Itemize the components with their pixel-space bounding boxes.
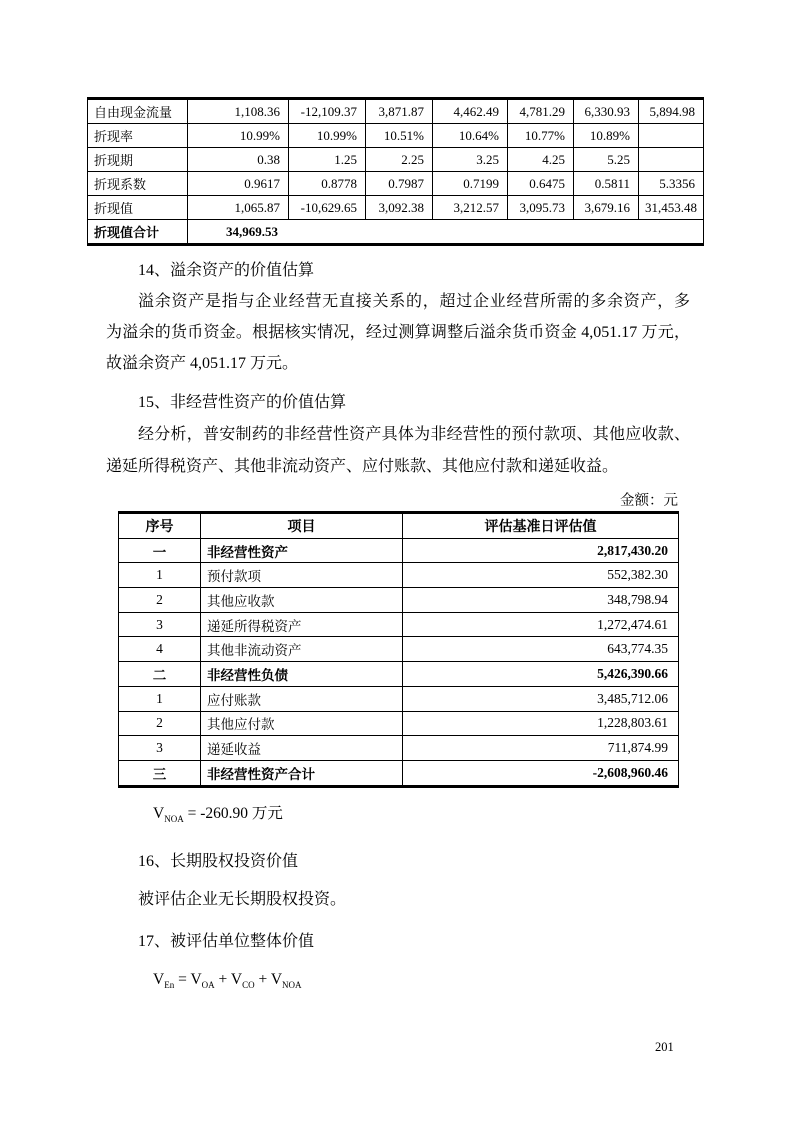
plus-sign: +	[218, 971, 228, 988]
no-cell: 3	[119, 736, 201, 761]
no-cell: 2	[119, 588, 201, 613]
no-cell: 4	[119, 637, 201, 662]
value-cell: 10.64%	[433, 124, 508, 148]
table-total-row	[119, 760, 679, 786]
row-label-cell: 折现系数	[88, 172, 188, 196]
table-row	[88, 196, 704, 220]
section-14-paragraph-line: 故溢余资产 4,051.17 万元。	[106, 355, 299, 372]
no-cell: 1	[119, 563, 201, 588]
non-operating-assets-table	[118, 511, 679, 788]
value-cell: 0.7199	[433, 172, 508, 196]
value-cell: 6,330.93	[574, 99, 639, 124]
section-14-heading: 14、溢余资产的价值估算	[138, 262, 315, 279]
formula-subscript: CO	[242, 980, 255, 991]
table-row	[119, 711, 679, 736]
value-cell: 1,272,474.61	[403, 612, 679, 637]
section-17-heading: 17、被评估单位整体价值	[138, 933, 315, 950]
value-cell: 10.51%	[366, 124, 433, 148]
value-cell: 3,092.38	[366, 196, 433, 220]
section-15-paragraph-line: 递延所得税资产、其他非流动资产、应付账款、其他应付款和递延收益。	[106, 458, 619, 475]
value-cell: 0.8778	[289, 172, 366, 196]
total-value-cell: 34,969.53	[188, 220, 704, 245]
row-label-cell: 自由现金流量	[88, 99, 188, 124]
item-cell: 非经营性负债	[201, 662, 403, 687]
total-label-cell: 折现值合计	[88, 220, 188, 245]
value-cell: 2.25	[366, 148, 433, 172]
formula-base: V	[190, 971, 202, 988]
value-cell: 1,108.36	[188, 99, 289, 124]
table-row	[119, 662, 679, 687]
section-16-heading: 16、长期股权投资价值	[138, 853, 299, 870]
formula-base: V	[230, 971, 243, 988]
item-cell: 应付账款	[201, 686, 403, 711]
table-row	[88, 148, 704, 172]
value-cell	[639, 124, 704, 148]
value-cell: 4.25	[508, 148, 574, 172]
row-label-cell: 折现期	[88, 148, 188, 172]
table-row	[119, 686, 679, 711]
value-cell: -12,109.37	[289, 99, 366, 124]
page-number: 201	[655, 1040, 674, 1054]
item-cell: 非经营性资产	[201, 538, 403, 563]
amount-unit-note: 金额：元	[620, 493, 678, 509]
formula-vnoa	[153, 801, 283, 823]
no-cell: 一	[119, 538, 201, 563]
value-cell: 0.9617	[188, 172, 289, 196]
value-cell: 2,817,430.20	[403, 538, 679, 563]
row-label-cell: 折现值	[88, 196, 188, 220]
table-row	[119, 736, 679, 761]
item-cell: 其他非流动资产	[201, 637, 403, 662]
value-cell: 10.77%	[508, 124, 574, 148]
table-row	[88, 124, 704, 148]
no-cell: 1	[119, 686, 201, 711]
value-cell: 4,781.29	[508, 99, 574, 124]
value-cell: 1,065.87	[188, 196, 289, 220]
formula-rhs: = -260.90 万元	[187, 805, 283, 822]
formula-ven	[153, 971, 302, 989]
value-cell: 348,798.94	[403, 588, 679, 613]
value-cell: 3,679.16	[574, 196, 639, 220]
value-cell: 0.5811	[574, 172, 639, 196]
value-cell: 31,453.48	[639, 196, 704, 220]
formula-subscript: NOA	[164, 814, 184, 825]
value-cell: 3,212.57	[433, 196, 508, 220]
section-15-paragraph-line: 经分析，普安制药的非经营性资产具体为非经营性的预付款项、其他应收款、	[138, 426, 690, 443]
item-cell: 非经营性资产合计	[201, 760, 403, 786]
table-row	[88, 99, 704, 124]
value-cell: 552,382.30	[403, 563, 679, 588]
table-row	[119, 563, 679, 588]
table-row	[88, 172, 704, 196]
value-cell: 10.89%	[574, 124, 639, 148]
section-15-heading: 15、非经营性资产的价值估算	[138, 394, 347, 411]
value-cell: -10,629.65	[289, 196, 366, 220]
value-cell: 1,228,803.61	[403, 711, 679, 736]
no-cell: 二	[119, 662, 201, 687]
value-cell: 0.38	[188, 148, 289, 172]
value-cell: 0.6475	[508, 172, 574, 196]
no-cell: 2	[119, 711, 201, 736]
value-cell: 0.7987	[366, 172, 433, 196]
table-row	[119, 588, 679, 613]
table-row	[119, 538, 679, 563]
formula-subscript: OA	[201, 980, 215, 991]
value-cell: 5.3356	[639, 172, 704, 196]
header-cell-value: 评估基准日评估值	[403, 513, 679, 539]
value-cell: 10.99%	[188, 124, 289, 148]
header-cell-no: 序号	[119, 513, 201, 539]
formula-subscript: En	[164, 980, 175, 991]
value-cell: 5,426,390.66	[403, 662, 679, 687]
formula-subscript: NOA	[282, 980, 302, 991]
value-cell: 3,485,712.06	[403, 686, 679, 711]
value-cell: 5,894.98	[639, 99, 704, 124]
row-label-cell: 折现率	[88, 124, 188, 148]
header-cell-item: 项目	[201, 513, 403, 539]
value-cell: 3,095.73	[508, 196, 574, 220]
value-cell: 711,874.99	[403, 736, 679, 761]
equals-sign: =	[178, 971, 187, 988]
value-cell: -2,608,960.46	[403, 760, 679, 786]
item-cell: 递延所得税资产	[201, 612, 403, 637]
formula-base: V	[270, 971, 283, 988]
section-14-paragraph-line: 溢余资产是指与企业经营无直接关系的，超过企业经营所需的多余资产，多	[138, 293, 690, 310]
table-row	[119, 612, 679, 637]
value-cell: 10.99%	[289, 124, 366, 148]
value-cell: 4,462.49	[433, 99, 508, 124]
value-cell: 3,871.87	[366, 99, 433, 124]
plus-sign: +	[258, 971, 268, 988]
value-cell	[639, 148, 704, 172]
table-header-row	[119, 513, 679, 539]
item-cell: 其他应付款	[201, 711, 403, 736]
value-cell: 5.25	[574, 148, 639, 172]
item-cell: 递延收益	[201, 736, 403, 761]
no-cell: 3	[119, 612, 201, 637]
formula-base: V	[153, 805, 165, 822]
discount-table	[87, 97, 704, 246]
no-cell: 三	[119, 760, 201, 786]
section-14-paragraph-line: 为溢余的货币资金。根据核实情况，经过测算调整后溢余货币资金 4,051.17 万元，	[106, 324, 690, 341]
section-16-body: 被评估企业无长期股权投资。	[138, 891, 347, 908]
formula-base: V	[153, 971, 165, 988]
value-cell: 3.25	[433, 148, 508, 172]
table-total-row	[88, 220, 704, 245]
table-row	[119, 637, 679, 662]
value-cell: 643,774.35	[403, 637, 679, 662]
item-cell: 预付款项	[201, 563, 403, 588]
value-cell: 1.25	[289, 148, 366, 172]
item-cell: 其他应收款	[201, 588, 403, 613]
